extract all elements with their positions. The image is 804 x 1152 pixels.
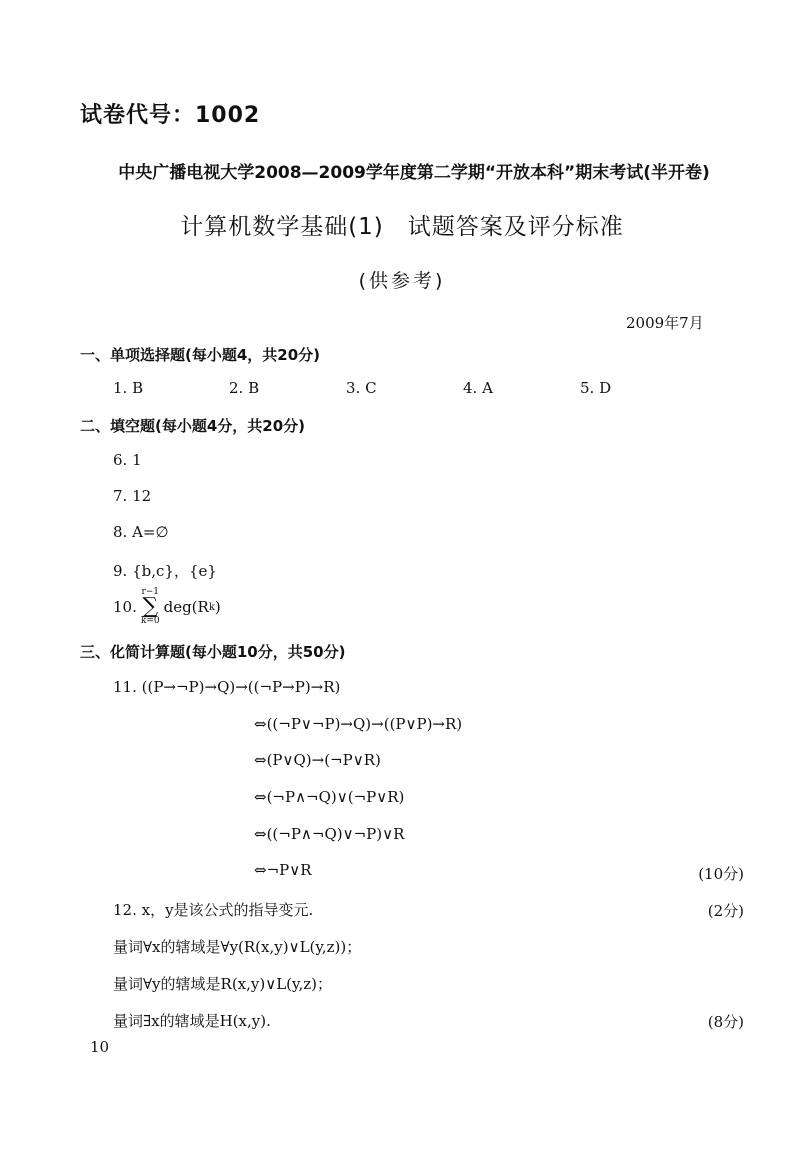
section2-heading: 二、填空题(每小题4分，共20分)	[80, 417, 306, 435]
q12-score-1: (2分)	[707, 902, 744, 920]
answer-item: 2. B	[229, 379, 260, 397]
q12-line: 12. x，y是该公式的指导变元.	[113, 901, 314, 919]
q12-score-2: (8分)	[707, 1013, 744, 1031]
fill-answer: 8. A=∅	[113, 523, 169, 541]
sum-upper-limit: r−1	[141, 587, 160, 597]
fill-answer: 9. {b,c}，{e}	[113, 562, 217, 580]
answer-item: 4. A	[463, 379, 493, 397]
item10-subscript: k	[208, 601, 215, 613]
q11-line: ⇔((¬P∧¬Q)∨¬P)∨R	[254, 825, 405, 843]
q11-line: ⇔(P∨Q)→(¬P∨R)	[254, 751, 381, 769]
fill-answer: 7. 12	[113, 487, 152, 505]
answer-item: 5. D	[580, 379, 612, 397]
sigma-symbol: ∑	[142, 594, 159, 619]
document-title: 计算机数学基础(1) 试题答案及评分标准	[180, 214, 624, 240]
document-subtitle: (供参考)	[358, 270, 446, 292]
q12-line: 量词∀x的辖域是∀y(R(x,y)∨L(y,z))；	[113, 938, 362, 956]
q11-line: ⇔(¬P∧¬Q)∨(¬P∨R)	[254, 788, 405, 806]
exam-header: 中央广播电视大学2008—2009学年度第二学期“开放本科”期末考试(半开卷)	[118, 163, 710, 183]
item10-close: )	[214, 598, 221, 616]
item10-expression: deg(R	[163, 598, 209, 616]
q12-line: 量词∃x的辖域是H(x,y).	[113, 1012, 271, 1030]
fill-answer: 6. 1	[113, 451, 142, 469]
sum-lower-limit: k=0	[140, 616, 160, 626]
answer-item: 3. C	[346, 379, 377, 397]
q11-line: 11. ((P→¬P)→Q)→((¬P→P)→R)	[113, 678, 341, 696]
q11-score: (10分)	[698, 865, 744, 883]
page-number: 10	[90, 1038, 110, 1056]
q11-line: ⇔¬P∨R	[254, 861, 312, 879]
summation	[141, 588, 160, 626]
answer-item: 1. B	[113, 379, 144, 397]
paper-code: 试卷代号：1002	[80, 103, 261, 128]
item10-prefix: 10.	[113, 598, 137, 616]
q12-line: 量词∀y的辖域是R(x,y)∨L(y,z)；	[113, 975, 333, 993]
section3-heading: 三、化简计算题(每小题10分，共50分)	[80, 643, 346, 661]
exam-date: 2009年7月	[626, 314, 704, 332]
section1-heading: 一、单项选择题(每小题4，共20分)	[80, 346, 321, 364]
q11-line: ⇔((¬P∨¬P)→Q)→((P∨P)→R)	[254, 715, 463, 733]
fill-answer-10	[113, 588, 221, 626]
